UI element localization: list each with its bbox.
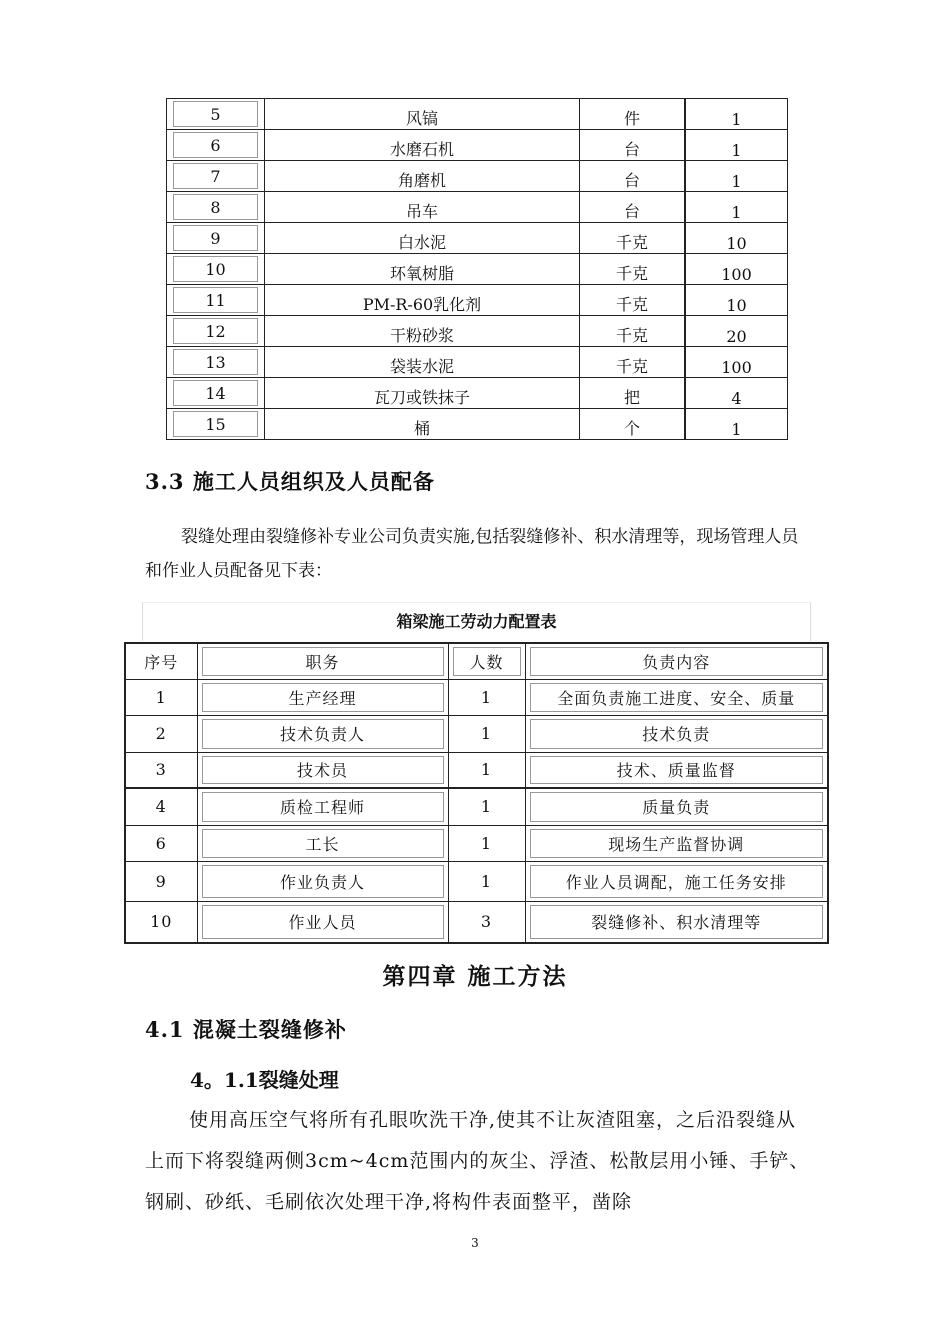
staff-row-number-cell [125, 861, 197, 901]
staff-row-number-cell [125, 901, 197, 943]
equipment-row-name-cell [265, 347, 580, 378]
equipment-row-quantity: 20 [726, 327, 747, 346]
page-number: 3 [471, 1236, 479, 1250]
equipment-row-number-cell [167, 254, 265, 285]
staff-table-row [125, 715, 828, 752]
equipment-row-number: 13 [173, 349, 258, 375]
equipment-row-name: 环氧树脂 [389, 264, 454, 283]
staff-row-number: 4 [155, 797, 167, 817]
equipment-row-quantity: 1 [731, 203, 742, 222]
equipment-row-name: PM-R-60乳化剂 [362, 295, 482, 314]
equipment-row-unit-cell [580, 347, 686, 378]
equipment-row-name: 干粉砂浆 [389, 326, 454, 345]
staff-row-role: 质检工程师 [202, 792, 444, 822]
staff-row-duty: 技术、质量监督 [530, 756, 824, 785]
body-paragraph [145, 1100, 810, 1223]
equipment-row-number-cell [167, 130, 265, 161]
staff-row-count: 1 [480, 687, 493, 707]
intro-paragraph-text: 裂缝处理由裂缝修补专业公司负责实施,包括裂缝修补、积水清理等，现场管理人员和作业人员配备见下表： [145, 527, 799, 581]
staff-table [124, 642, 829, 944]
equipment-row-quantity: 1 [731, 420, 742, 439]
equipment-row-unit-cell [580, 378, 686, 409]
staff-row-number-cell [125, 788, 197, 825]
staff-row-role-cell [197, 861, 448, 901]
equipment-row-unit: 台 [623, 140, 640, 159]
staff-row-count: 1 [480, 797, 493, 817]
equipment-row-quantity: 4 [731, 389, 742, 408]
equipment-row-name-cell [265, 409, 580, 440]
equipment-row-name-cell [265, 99, 580, 130]
staff-row-count: 1 [480, 833, 493, 853]
equipment-row-quantity: 1 [731, 172, 742, 191]
equipment-row-unit: 台 [623, 202, 640, 221]
staff-row-number-cell [125, 715, 197, 752]
equipment-row-number-cell [167, 192, 265, 223]
equipment-row-number: 10 [173, 256, 258, 282]
staff-row-number: 6 [155, 833, 167, 853]
staff-header-cell [448, 643, 525, 679]
staff-row-role-cell [197, 825, 448, 861]
staff-row-number-cell [125, 825, 197, 861]
equipment-row-name: 风镐 [405, 109, 438, 128]
equipment-row-unit-cell [580, 99, 686, 130]
equipment-row-name: 吊车 [405, 202, 438, 221]
equipment-row [167, 99, 788, 130]
staff-header-cell [125, 643, 197, 679]
equipment-row-name: 白水泥 [397, 233, 446, 252]
staff-row-duty: 裂缝修补、积水清理等 [530, 905, 824, 940]
equipment-row-number: 11 [173, 287, 258, 313]
equipment-row [167, 316, 788, 347]
staff-row-duty: 作业人员调配，施工任务安排 [530, 865, 824, 898]
staff-header-cell [197, 643, 448, 679]
staff-row-duty-cell [525, 715, 828, 752]
equipment-row-quantity-cell [685, 130, 788, 161]
staff-row-role: 生产经理 [202, 683, 444, 712]
equipment-row-name: 桶 [413, 419, 430, 438]
equipment-row-number: 5 [173, 101, 258, 127]
equipment-row-name-cell [265, 192, 580, 223]
staff-row-duty: 技术负责 [530, 719, 824, 749]
equipment-row-number: 9 [173, 225, 258, 251]
staff-row-number: 9 [155, 871, 167, 891]
equipment-row-unit-cell [580, 192, 686, 223]
staff-row-number-cell [125, 679, 197, 715]
staff-row-role-cell [197, 679, 448, 715]
staff-row-duty: 质量负责 [530, 792, 824, 822]
staff-row-duty-cell [525, 679, 828, 715]
staff-row-count-cell [448, 861, 525, 901]
staff-row-role: 作业人员 [202, 905, 444, 940]
staff-table-row [125, 901, 828, 943]
equipment-row-number: 12 [173, 318, 258, 344]
equipment-row-quantity-cell [685, 223, 788, 254]
subsection-heading-4-1-1: 4。1.1裂缝处理 [190, 1068, 339, 1092]
equipment-row-quantity-cell [685, 409, 788, 440]
equipment-row-quantity-cell [685, 192, 788, 223]
equipment-row-unit-cell [580, 316, 686, 347]
equipment-row-quantity: 1 [731, 141, 742, 160]
equipment-row-unit: 千克 [615, 357, 648, 376]
staff-row-role-cell [197, 715, 448, 752]
equipment-row-unit-cell [580, 409, 686, 440]
equipment-row-unit-cell [580, 130, 686, 161]
equipment-row [167, 347, 788, 378]
equipment-row-unit: 千克 [615, 233, 648, 252]
staff-row-count-cell [448, 901, 525, 943]
staff-row-count-cell [448, 825, 525, 861]
staff-row-count-cell [448, 715, 525, 752]
equipment-row-number-cell [167, 378, 265, 409]
equipment-row-number-cell [167, 316, 265, 347]
equipment-row-unit: 个 [623, 419, 640, 438]
equipment-row-number-cell [167, 409, 265, 440]
staff-table-header-row [125, 643, 828, 679]
staff-row-count: 1 [480, 724, 493, 743]
equipment-row-number-cell [167, 223, 265, 254]
equipment-row-quantity-cell [685, 161, 788, 192]
staff-table-row [125, 752, 828, 788]
equipment-row [167, 378, 788, 409]
staff-header-label: 序号 [144, 652, 179, 672]
equipment-row [167, 223, 788, 254]
staff-table-caption: 箱梁施工劳动力配置表 [396, 612, 557, 631]
staff-row-duty: 现场生产监督协调 [530, 829, 824, 858]
equipment-row-quantity: 1 [731, 110, 742, 129]
equipment-row-name-cell [265, 223, 580, 254]
staff-row-number: 2 [155, 724, 167, 743]
staff-header-label: 负责内容 [530, 647, 824, 676]
equipment-row [167, 130, 788, 161]
equipment-row-quantity-cell [685, 378, 788, 409]
staff-row-count: 1 [480, 871, 493, 891]
staff-table-row [125, 788, 828, 825]
staff-header-label: 人数 [453, 647, 521, 676]
staff-table-row [125, 679, 828, 715]
staff-row-count-cell [448, 788, 525, 825]
staff-row-number: 10 [150, 912, 173, 932]
staff-header-cell [525, 643, 828, 679]
section-heading-3-3: 3.3 施工人员组织及人员配备 [145, 469, 435, 494]
equipment-row-number: 14 [173, 380, 258, 406]
staff-header-label: 职务 [202, 647, 444, 676]
staff-row-duty-cell [525, 752, 828, 788]
staff-row-count-cell [448, 752, 525, 788]
equipment-row-unit: 件 [623, 109, 640, 128]
staff-row-role-cell [197, 901, 448, 943]
equipment-row-name: 水磨石机 [389, 140, 454, 159]
equipment-row-name-cell [265, 378, 580, 409]
staff-table-row [125, 861, 828, 901]
equipment-row-name-cell [265, 254, 580, 285]
staff-row-role: 作业负责人 [202, 865, 444, 898]
equipment-row-quantity-cell [685, 347, 788, 378]
equipment-row-quantity-cell [685, 316, 788, 347]
chapter-title: 第四章 施工方法 [382, 963, 568, 990]
equipment-row-name-cell [265, 285, 580, 316]
staff-row-duty: 全面负责施工进度、安全、质量 [530, 683, 824, 712]
equipment-row-unit-cell [580, 285, 686, 316]
equipment-table [166, 98, 788, 440]
equipment-row-unit: 千克 [615, 264, 648, 283]
staff-row-count: 3 [480, 912, 493, 932]
equipment-row-unit-cell [580, 254, 686, 285]
equipment-row-quantity: 100 [721, 265, 752, 284]
equipment-row [167, 192, 788, 223]
staff-table-caption-box [142, 602, 811, 641]
staff-row-duty-cell [525, 825, 828, 861]
equipment-row-name-cell [265, 130, 580, 161]
equipment-row-quantity-cell [685, 99, 788, 130]
intro-paragraph [145, 520, 810, 588]
equipment-row-number-cell [167, 347, 265, 378]
staff-row-role: 技术负责人 [202, 719, 444, 749]
equipment-row-quantity-cell [685, 285, 788, 316]
body-paragraph-text: 使用高压空气将所有孔眼吹洗干净,使其不让灰渣阻塞，之后沿裂缝从上而下将裂缝两侧3cm~4cm范围内的灰尘、浮渣、松散层用小锤、手铲、钢刷、砂纸、毛刷依次处理干净,将构件表面整平，凿除 [145, 1109, 810, 1213]
equipment-row-quantity: 100 [721, 358, 752, 377]
equipment-row-name: 瓦刀或铁抹子 [373, 388, 470, 407]
staff-row-role-cell [197, 788, 448, 825]
staff-row-duty-cell [525, 901, 828, 943]
equipment-row-unit: 千克 [615, 295, 648, 314]
staff-row-role: 工长 [202, 829, 444, 858]
equipment-row-name-cell [265, 161, 580, 192]
equipment-row-name: 角磨机 [397, 171, 446, 190]
equipment-row [167, 409, 788, 440]
equipment-row-name-cell [265, 316, 580, 347]
equipment-row-unit-cell [580, 223, 686, 254]
equipment-row-number: 8 [173, 194, 258, 220]
equipment-row-unit: 台 [623, 171, 640, 190]
equipment-row-quantity: 10 [726, 296, 747, 315]
equipment-row-number-cell [167, 161, 265, 192]
equipment-row-number: 7 [173, 163, 258, 189]
staff-row-count: 1 [480, 760, 493, 780]
section-heading-4-1: 4.1 混凝土裂缝修补 [145, 1017, 347, 1042]
equipment-row-number: 15 [173, 411, 258, 437]
staff-row-role: 技术员 [202, 756, 444, 785]
equipment-row-number-cell [167, 99, 265, 130]
equipment-row [167, 161, 788, 192]
staff-row-duty-cell [525, 788, 828, 825]
equipment-row-quantity: 10 [726, 234, 747, 253]
equipment-row-number: 6 [173, 132, 258, 158]
staff-row-number-cell [125, 752, 197, 788]
staff-row-count-cell [448, 679, 525, 715]
staff-row-number: 3 [155, 760, 167, 780]
staff-row-duty-cell [525, 861, 828, 901]
equipment-row-name: 袋装水泥 [389, 357, 454, 376]
equipment-row-unit: 千克 [615, 326, 648, 345]
equipment-row-quantity-cell [685, 254, 788, 285]
staff-row-number: 1 [155, 687, 167, 707]
equipment-row [167, 254, 788, 285]
staff-table-row [125, 825, 828, 861]
equipment-row-number-cell [167, 285, 265, 316]
equipment-row-unit: 把 [623, 388, 640, 407]
staff-row-role-cell [197, 752, 448, 788]
equipment-row [167, 285, 788, 316]
equipment-row-unit-cell [580, 161, 686, 192]
